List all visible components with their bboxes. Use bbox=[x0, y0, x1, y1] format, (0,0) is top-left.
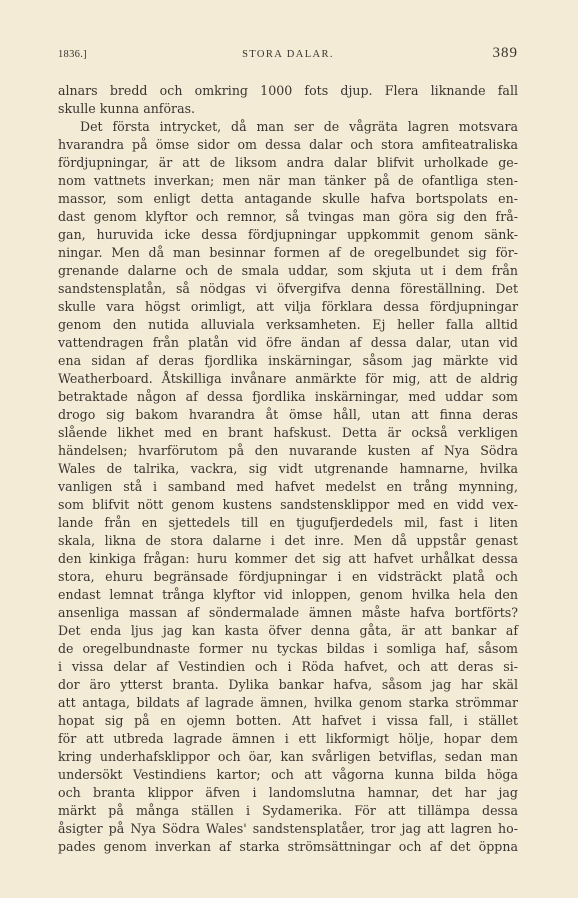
text-line: hopat sig på en ojemn botten. Att hafvet i vissa fall, i stället bbox=[58, 713, 518, 728]
text-line: massor, som enligt detta antagande skulle hafva bortspolats en- bbox=[58, 191, 518, 206]
text-line: lande från en sjettedels till en tjugufjerdedels mil, fast i liten bbox=[58, 515, 518, 530]
text-line: endast lemnat trånga klyftor vid inloppen, genom hvilka hela den bbox=[58, 587, 518, 602]
text-line: ansenliga massan af söndermalade ämnen måste hafva bortförts? bbox=[58, 605, 518, 620]
text-line: drogo sig bakom hvarandra åt ömse håll, utan att finna deras bbox=[58, 407, 518, 422]
text-line: Wales de talrika, vackra, sig vidt utgrenande hamnarne, hvilka bbox=[58, 461, 518, 476]
text-line: vattendragen från platån vid öfre ändan af dessa dalar, utan vid bbox=[58, 335, 518, 350]
text-line: dast genom klyftor och remnor, så tvingas man göra sig den frå- bbox=[58, 209, 518, 224]
text-line: sandstensplatån, så nödgas vi öfvergifva denna föreställning. Det bbox=[58, 281, 518, 296]
header-running-title: STORA DALAR. bbox=[242, 49, 334, 60]
text-line: grenande dalarne och de smala uddar, som skjuta ut i dem från bbox=[58, 263, 518, 278]
text-line: händelsen; hvarförutom på den nuvarande kusten af Nya Södra bbox=[58, 443, 518, 458]
text-line: Weatherboard. Åtskilliga invånare anmärkte för mig, att de aldrig bbox=[58, 371, 518, 386]
text-line: dor äro ytterst branta. Dylika bankar hafva, såsom jag har skäl bbox=[58, 677, 518, 692]
text-line: att antaga, bildats af lagrade ämnen, hvilka genom starka strömmar bbox=[58, 695, 518, 710]
text-line: betraktade någon af dessa fjordlika inskärningar, med uddar som bbox=[58, 389, 518, 404]
text-line: åsigter på Nya Södra Wales' sandstensplatåer, tror jag att lagren ho- bbox=[58, 821, 518, 836]
text-line: ningar. Men då man besinnar formen af de oregelbundet sig för- bbox=[58, 245, 518, 260]
text-line: skulle kunna anföras. bbox=[58, 101, 196, 116]
text-line: gan, huruvida icke dessa fördjupningar uppkommit genom sänk- bbox=[58, 227, 518, 242]
text-line: den kinkiga frågan: huru kommer det sig att hafvet urhålkat dessa bbox=[58, 551, 518, 566]
text-line: pades genom inverkan af starka strömsättningar och af det öppna bbox=[58, 839, 518, 854]
body-text bbox=[58, 82, 518, 856]
text-line: fördjupningar, är att de liksom andra dalar blifvit urholkade ge- bbox=[58, 155, 518, 170]
text-line: för att utbreda lagrade ämnen i ett likformigt hölje, hopar dem bbox=[58, 731, 518, 746]
text-line: som blifvit nött genom kustens sandstensklippor med en vidd vex- bbox=[58, 497, 518, 512]
text-line: skulle vara högst orimligt, att vilja förklara dessa fördjupningar bbox=[58, 299, 518, 314]
text-line: nom vattnets inverkan; men när man tänker på de ofantliga sten- bbox=[58, 173, 518, 188]
text-line: och branta klippor äfven i landomslutna hamnar, det har jag bbox=[58, 785, 518, 800]
text-line: Det enda ljus jag kan kasta öfver denna gåta, är att bankar af bbox=[58, 623, 518, 638]
text-line: stora, ehuru begränsade fördjupningar i en vidsträckt platå och bbox=[58, 569, 518, 584]
running-header bbox=[58, 47, 518, 65]
text-line: undersökt Vestindiens kartor; och att vågorna kunna bilda höga bbox=[58, 767, 518, 782]
text-line: märkt på många ställen i Sydamerika. För att tillämpa dessa bbox=[58, 803, 518, 818]
text-line: kring underhafsklippor och öar, kan svårligen betviflas, sedan man bbox=[58, 749, 518, 764]
text-line: alnars bredd och omkring 1000 fots djup. Flera liknande fall bbox=[58, 83, 518, 98]
text-line: Det första intrycket, då man ser de vågräta lagren motsvara bbox=[80, 119, 518, 134]
text-line: vanligen stå i samband med hafvet medelst en trång mynning, bbox=[58, 479, 518, 494]
text-line: i vissa delar af Vestindien och i Röda hafvet, och att deras si- bbox=[58, 659, 518, 674]
header-year: 1836.] bbox=[58, 49, 87, 60]
text-line: hvarandra på ömse sidor om dessa dalar och stora amfiteatraliska bbox=[58, 137, 518, 152]
text-line: slående likhet med en brant hafskust. Detta är också verkligen bbox=[58, 425, 518, 440]
text-line: de oregelbundnaste former nu tyckas bildas i somliga haf, såsom bbox=[58, 641, 518, 656]
text-line: skala, likna de stora dalarne i det inre. Men då uppstår genast bbox=[58, 533, 518, 548]
page-number: 389 bbox=[492, 45, 518, 61]
text-line: ena sidan af deras fjordlika inskärningar, såsom jag märkte vid bbox=[58, 353, 518, 368]
text-line: genom den nutida alluviala verksamheten. Ej heller falla alltid bbox=[58, 317, 518, 332]
